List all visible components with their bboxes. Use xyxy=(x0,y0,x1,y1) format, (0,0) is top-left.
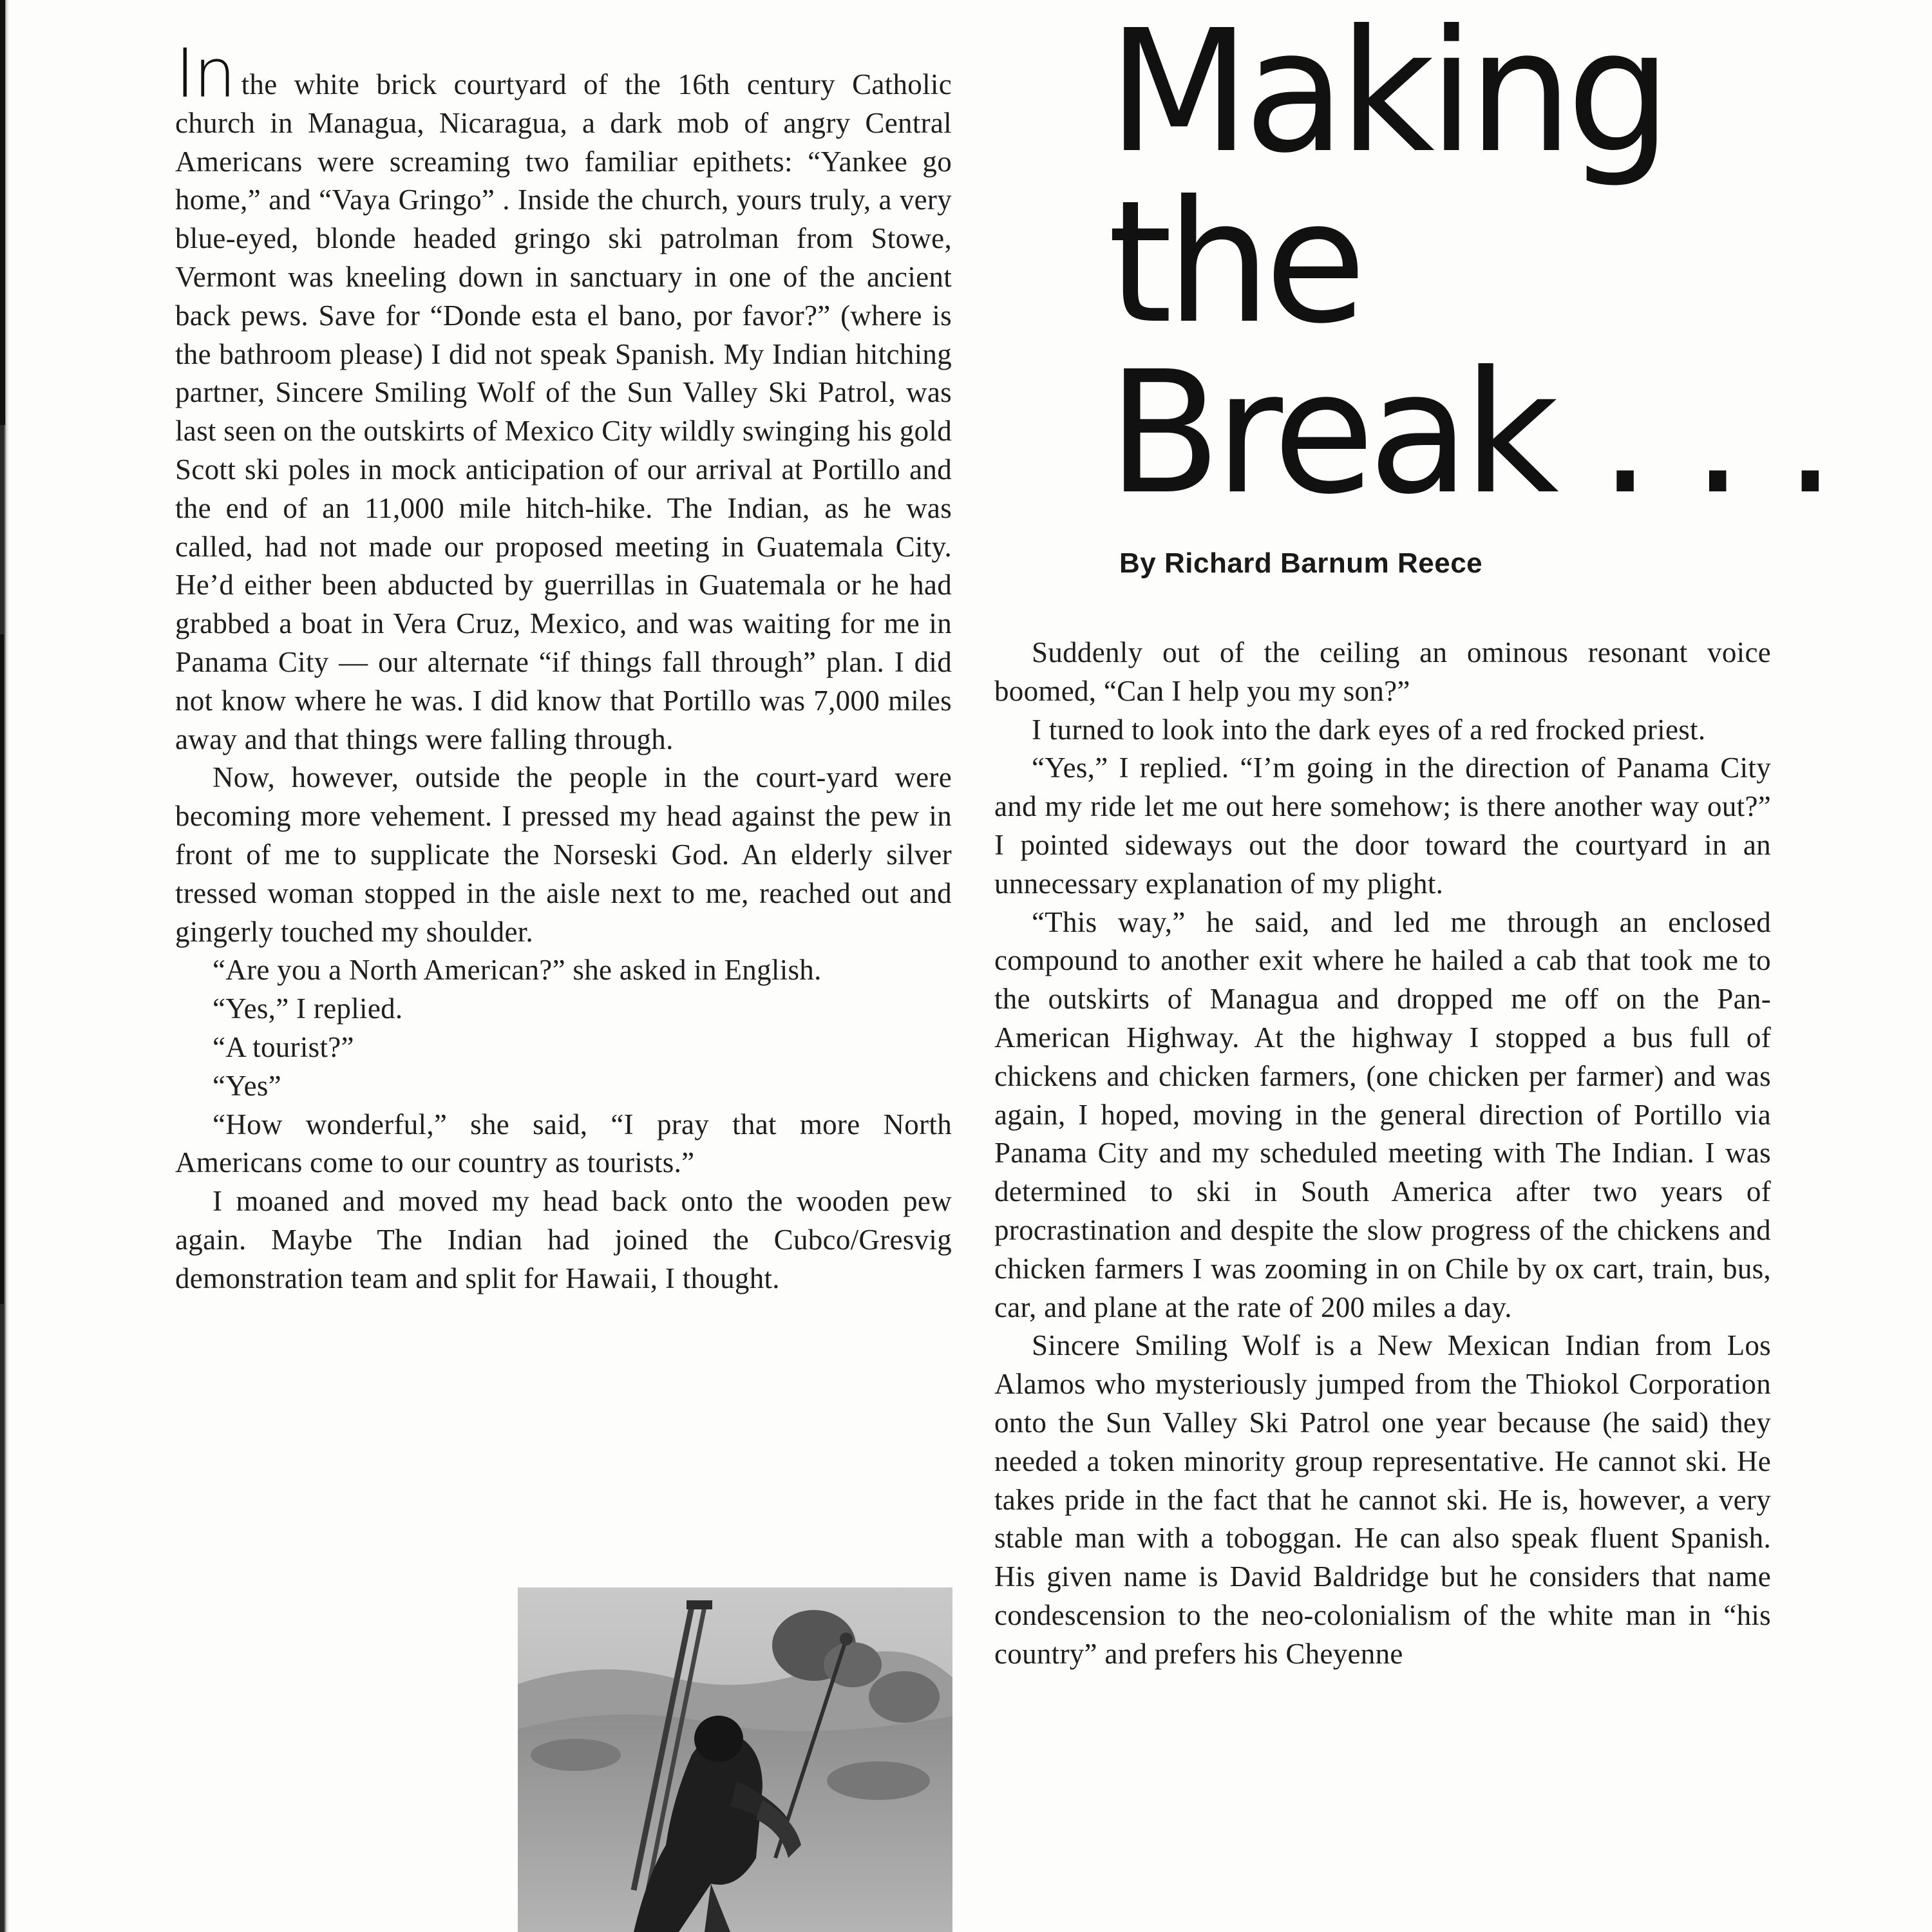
binding-edge xyxy=(0,0,5,425)
paragraph: “Yes,” I replied. xyxy=(213,992,403,1025)
paragraph: I moaned and moved my head back onto the wooden pew again. Maybe The Indian had joined the Cubco/Gresvig demonstration team and split for Hawaii, I thought. xyxy=(175,1185,952,1294)
byline: By Richard Barnum Reece xyxy=(1119,547,1483,579)
paragraph-text: the white brick courtyard of the 16th century Catholic church in Managua, Nicaragua, a dark mob of angry Central Americans were screaming two familiar epithets: “Yankee go home,” and “Vaya Gringo” . Inside the church, yours truly, a very blue-eyed, blonde headed gringo ski patrolman from Stowe, Vermont was kneeling down in sanctuary in one of the ancient back pews. Save for “Donde esta el bano, por favor?” (where is the bathroom please) I did not speak Spanish. My Indian hitching partner, Sincere Smiling Wolf of the Sun Valley Ski Patrol, was last seen on the outskirts of Mexico City wildly swinging his gold Scott ski poles in mock anticipation of our arrival at Portillo and the end of an 11,000 mile hitch-hike. The Indian, as he was called, had not made our proposed meeting in Guatemala City. He’d either been abducted by guerrillas in Guatemala or he had grabbed a boat in Vera Cruz, Mexico, and was waiting for me in Panama City — our alternate “if things fall through” plan. I did not know where he was. I did know that Portillo was 7,000 miles away and that things were falling through. xyxy=(175,68,952,755)
paragraph: “Are you a North American?” she asked in English. xyxy=(213,954,822,987)
paragraph: “Yes,” I replied. “I’m going in the direction of Panama City and my ride let me out here somehow; is there another way out?” I pointed sideways out the door toward the courtyard in an unnecessary explanation of my plight. xyxy=(994,752,1771,900)
left-column xyxy=(175,34,952,1298)
paragraph: “A tourist?” xyxy=(213,1030,354,1063)
paragraph: “This way,” he said, and led me through an enclosed compound to another exit where he hailed a cab that took me to the outskirts of Managua and dropped me off on the Pan-American Highway. At the highway I stopped a bus full of chickens and chicken farmers, (one chicken per farmer) and was again, I hoped, moving in the general direction of Portillo via Panama City and my scheduled meeting with The Indian. I was determined to ski in South America after two years of procrastination and despite the slow progress of the chickens and chicken farmers I was zooming in on Chile by ox cart, train, bus, car, and plane at the rate of 200 miles a day. xyxy=(994,905,1771,1323)
paragraph: “How wonderful,” she said, “I pray that more North Americans come to our country as tourists.” xyxy=(175,1108,952,1179)
photo-skier-illustration xyxy=(518,1587,952,1932)
title-line: Making xyxy=(1108,0,1665,190)
paragraph xyxy=(175,34,952,759)
title-line: Break . . . xyxy=(1108,335,1830,531)
article-photo xyxy=(518,1587,952,1932)
paragraph: Suddenly out of the ceiling an ominous resonant voice boomed, “Can I help you my son?” xyxy=(994,636,1771,707)
paragraph: “Yes” xyxy=(213,1069,281,1102)
binding-edge xyxy=(0,634,4,1304)
paragraph: Now, however, outside the people in the court-yard were becoming more vehement. I pressed my head against the pew in front of me to supplicate the Norseski God. An elderly silver tressed woman stopped in the aisle next to me, reached out and gingerly touched my shoulder. xyxy=(175,761,952,948)
article-title xyxy=(1108,0,1880,531)
drop-cap: In xyxy=(175,34,235,113)
paragraph: Sincere Smiling Wolf is a New Mexican Indian from Los Alamos who mysteriously jumped from the Thiokol Corporation onto the Sun Valley Ski Patrol one year because (he said) they needed a token minority group representative. He cannot ski. He takes pride in the fact that he cannot ski. He is, however, a very stable man with a toboggan. He can also speak fluent Spanish. His given name is David Baldridge but he considers that name condescension to the neo-colonialism of the white man in “his country” and prefers his Cheyenne xyxy=(994,1329,1771,1670)
paragraph: I turned to look into the dark eyes of a red frocked priest. xyxy=(1032,713,1706,746)
title-line: the xyxy=(1108,164,1360,361)
right-column xyxy=(994,634,1771,1674)
